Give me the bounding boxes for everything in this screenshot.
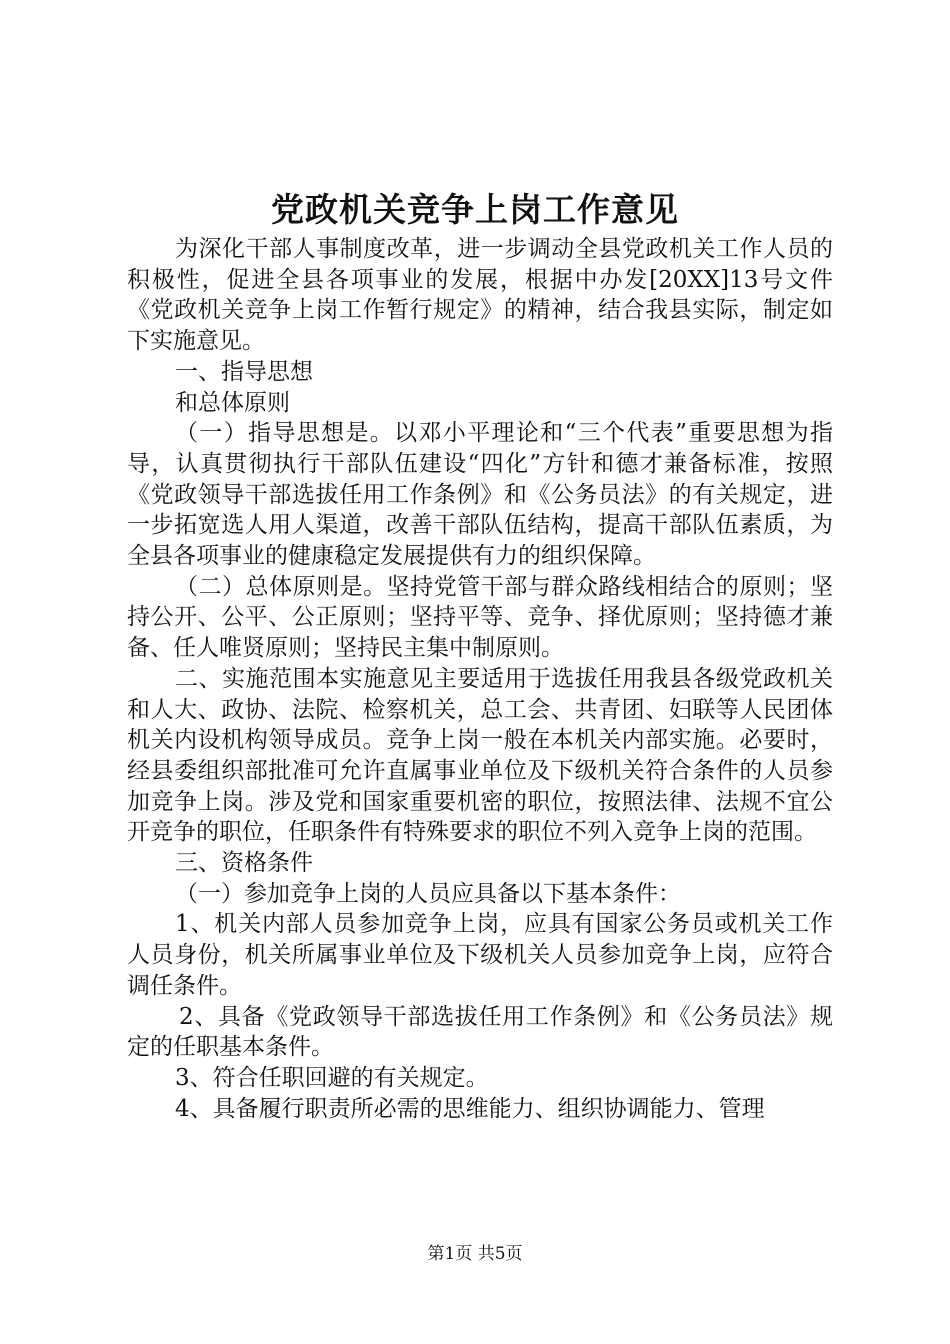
list-item-4: 4、具备履行职责所必需的思维能力、组织协调能力、管理 — [175, 1095, 765, 1122]
paragraph-guiding-thought: （一）指导思想是。以邓小平理论和“三个代表”重要思想为指导，认真贯彻执行干部队伍建设“四化”方针和德才兼备标准，按照《党政领导干部选拔任用工作条例》和《公务员法》的有关规定，进一步拓宽选人用人渠道，改善干部队伍结构，提高干部队伍素质，为全县各项事业的健康稳定发展提供有力的组织保障。 — [127, 420, 833, 570]
paragraph-intro: 为深化干部人事制度改革，进一步调动全县党政机关工作人员的积极性，促进全县各项事业的发展，根据中办发[20XX]13号文件《党政机关竞争上岗工作暂行规定》的精神，结合我县实际，制定如下实施意见。 — [127, 236, 833, 355]
list-item-2: 2、具备《党政领导干部选拔任用工作条例》和《公务员法》规定的任职基本条件。 — [127, 1003, 833, 1061]
section-heading-general-principles: 和总体原则 — [175, 389, 290, 416]
section-heading-guiding-thought: 一、指导思想 — [175, 358, 313, 385]
paragraph-general-principles: （二）总体原则是。坚持党管干部与群众路线相结合的原则；坚持公开、公平、公正原则；坚持平等、竞争、择优原则；坚持德才兼备、任人唯贤原则；坚持民主集中制原则。 — [127, 573, 833, 662]
document-title: 党政机关竞争上岗工作意见 — [271, 190, 679, 229]
page-footer: 第1页 共5页 — [427, 1244, 523, 1264]
paragraph-scope: 二、实施范围本实施意见主要适用于选拔任用我县各级党政机关和人大、政协、法院、检察机关，总工会、共青团、妇联等人民团体机关内设机构领导成员。竞争上岗一般在本机关内部实施。必要时，经县委组织部批准可允许直属事业单位及下级机关符合条件的人员参加竞争上岗。涉及党和国家重要机密的职位，按照法律、法规不宜公开竞争的职位，任职条件有特殊要求的职位不列入竞争上岗的范围。 — [127, 665, 833, 846]
list-item-3: 3、符合任职回避的有关规定。 — [175, 1064, 489, 1091]
list-item-1: 1、机关内部人员参加竞争上岗，应具有国家公务员或机关工作人员身份，机关所属事业单位及下级机关人员参加竞争上岗，应符合调任条件。 — [127, 911, 833, 999]
document-body — [127, 234, 833, 1124]
section-heading-qualifications: 三、资格条件 — [175, 850, 313, 877]
paragraph-basic-conditions: （一）参加竞争上岗的人员应具备以下基本条件： — [175, 880, 681, 907]
